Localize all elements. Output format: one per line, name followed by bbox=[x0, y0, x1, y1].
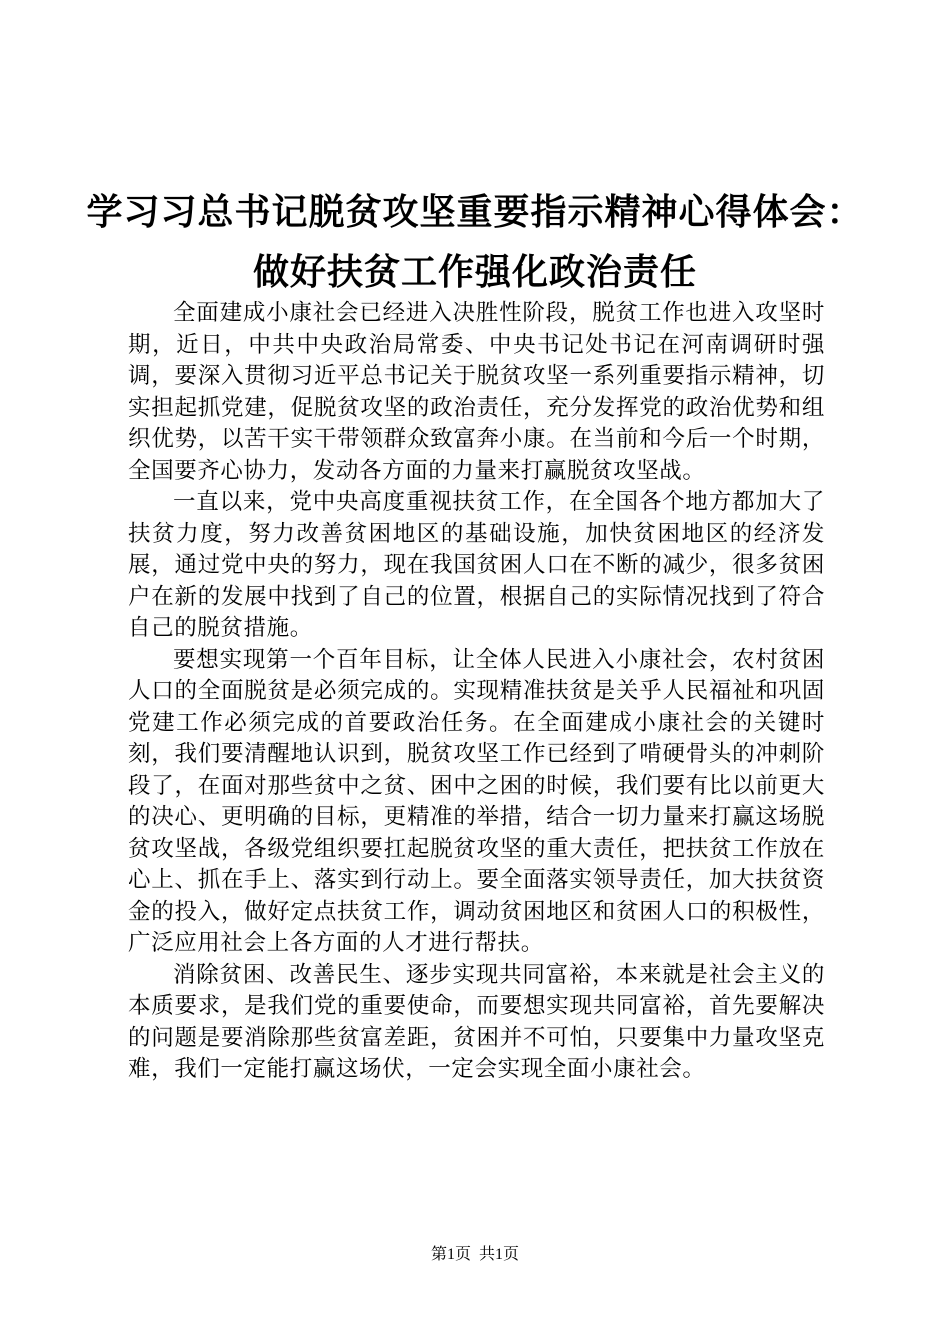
paragraph-3: 要想实现第一个百年目标，让全体人民进入小康社会，农村贫困人口的全面脱贫是必须完成的。实现精准扶贫是关乎人民福祉和巩固党建工作必须完成的首要政治任务。在全面建成小康社会的关键时刻，我们要清醒地认识到，脱贫攻坚工作已经到了啃硬骨头的冲刺阶段了，在面对那些贫中之贫、困中之困的时候，我们要有比以前更大的决心、更明确的目标，更精准的举措，结合一切力量来打赢这场脱贫攻坚战，各级党组织要扛起脱贫攻坚的重大责任，把扶贫工作放在心上、抓在手上、落实到行动上。要全面落实领导责任，加大扶贫资金的投入，做好定点扶贫工作，调动贫困地区和贫困人口的积极性，广泛应用社会上各方面的人才进行帮扶。 bbox=[128, 646, 825, 956]
paragraph-2: 一直以来，党中央高度重视扶贫工作，在全国各个地方都加大了扶贫力度，努力改善贫困地区的基础设施，加快贫困地区的经济发展，通过党中央的努力，现在我国贫困人口在不断的减少，很多贫困户在新的发展中找到了自己的位置，根据自己的实际情况找到了符合自己的脱贫措施。 bbox=[128, 489, 825, 641]
document-title-line-2: 做好扶贫工作强化政治责任 bbox=[252, 251, 697, 293]
page-footer: 第1页 共1页 bbox=[430, 1246, 519, 1263]
paragraph-4: 消除贫困、改善民生、逐步实现共同富裕，本来就是社会主义的本质要求，是我们党的重要使命，而要想实现共同富裕，首先要解决的问题是要消除那些贫富差距，贫困并不可怕，只要集中力量攻坚克难，我们一定能打赢这场伏，一定会实现全面小康社会。 bbox=[128, 961, 825, 1082]
document-body bbox=[128, 298, 825, 1086]
paragraph-1: 全面建成小康社会已经进入决胜性阶段，脱贫工作也进入攻坚时期，近日，中共中央政治局常委、中央书记处书记在河南调研时强调，要深入贯彻习近平总书记关于脱贫攻坚一系列重要指示精神，切实担起抓党建，促脱贫攻坚的政治责任，充分发挥党的政治优势和组织优势，以苦干实干带领群众致富奔小康。在当前和今后一个时期，全国要齐心协力，发动各方面的力量来打赢脱贫攻坚战。 bbox=[128, 300, 825, 484]
document-title-line-1: 学习习总书记脱贫攻坚重要指示精神心得体会： bbox=[86, 191, 864, 233]
